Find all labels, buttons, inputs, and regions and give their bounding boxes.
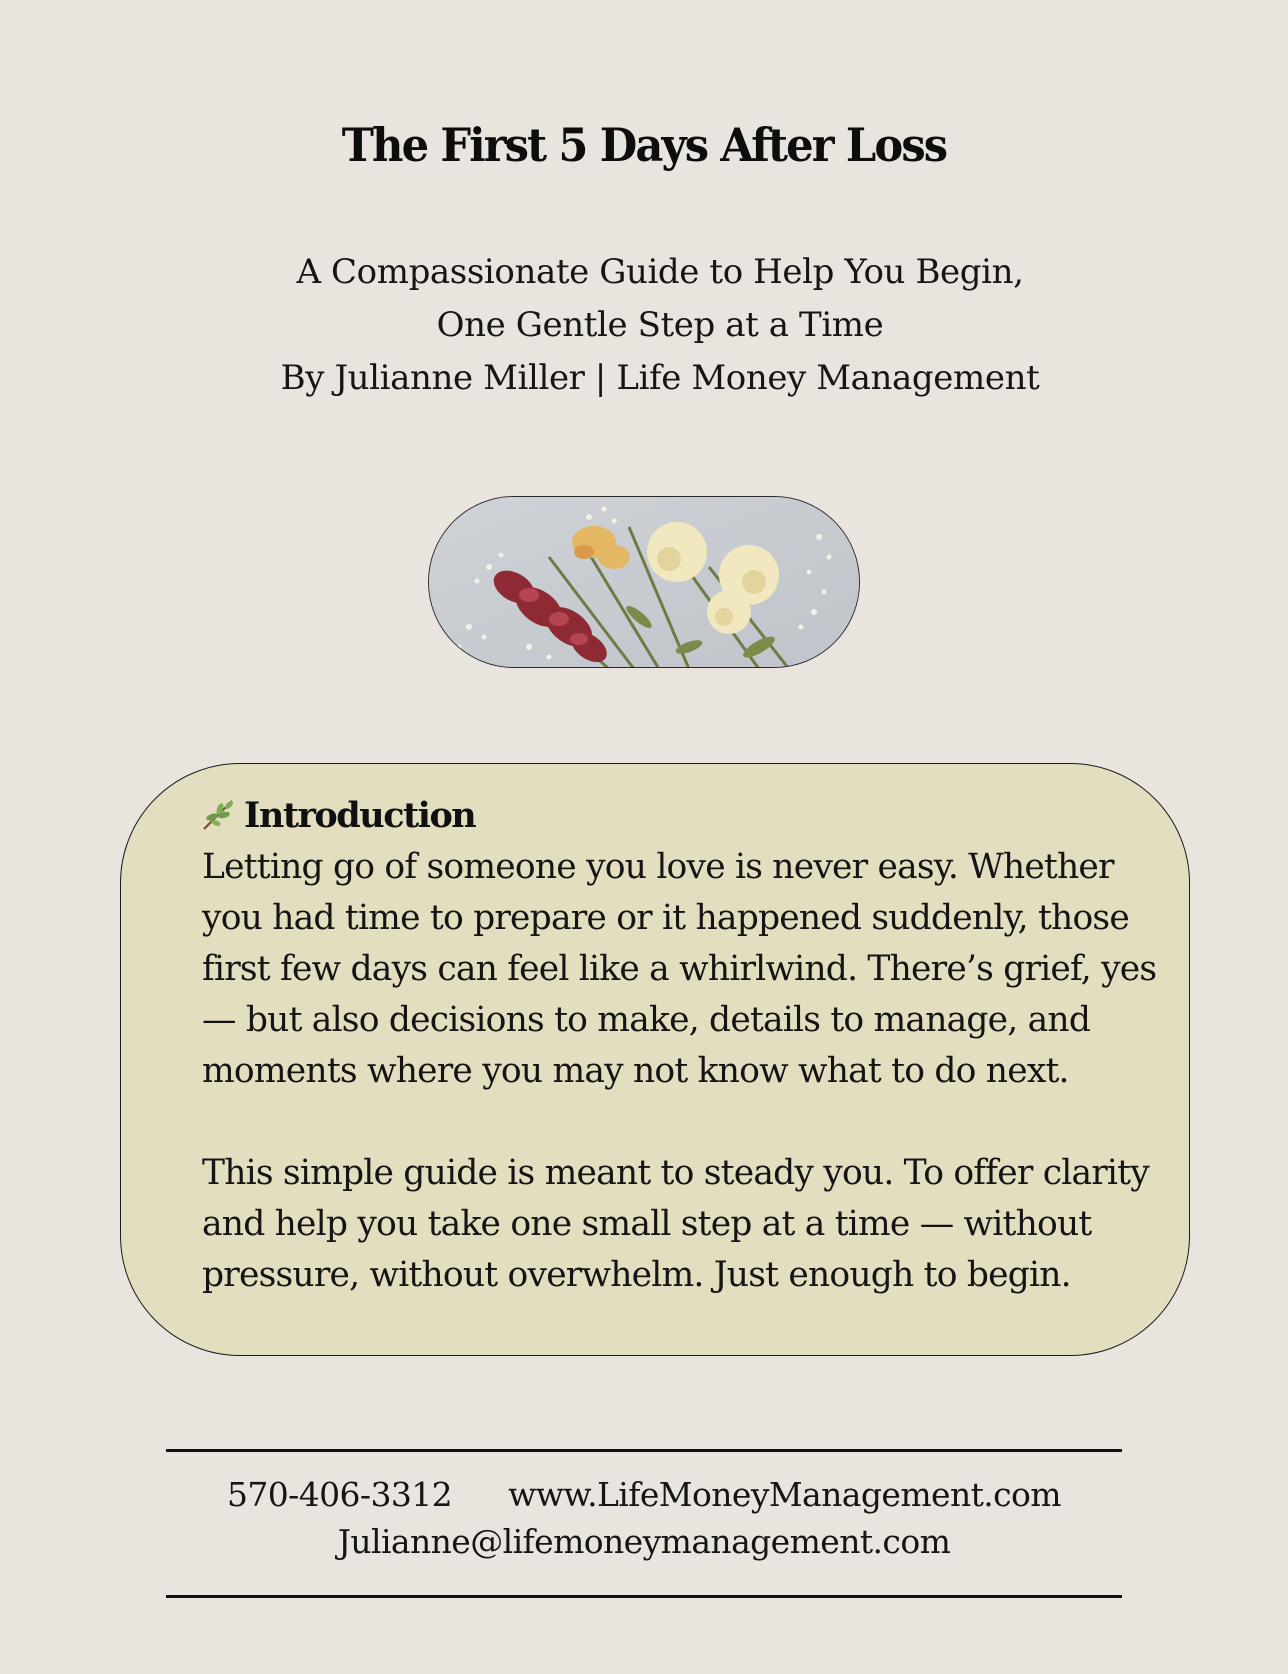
introduction-paragraph-2: This simple guide is meant to steady you. To offer clarity and help you take one small step at a time — without pressure, without overwhelm. Just enough to begin. bbox=[202, 1153, 1149, 1295]
subtitle-line-2: One Gentle Step at a Time bbox=[436, 305, 884, 345]
website-link[interactable]: www.LifeMoneyManagement.com bbox=[508, 1475, 1061, 1514]
email-link[interactable]: Julianne@lifemoneymanagement.com bbox=[337, 1522, 951, 1561]
page-title: The First 5 Days After Loss bbox=[341, 118, 947, 172]
footer-divider-bottom bbox=[166, 1595, 1122, 1598]
contact-line-2 bbox=[0, 1522, 1288, 1561]
subtitle-block bbox=[0, 246, 1288, 405]
introduction-heading bbox=[200, 795, 475, 836]
introduction-body bbox=[202, 842, 1182, 1301]
leaf-sprig-icon bbox=[200, 795, 238, 833]
phone-number[interactable]: 570-406-3312 bbox=[227, 1475, 453, 1514]
footer-divider-top bbox=[166, 1449, 1122, 1452]
introduction-paragraph-1: Letting go of someone you love is never easy. Whether you had time to prepare or it happened suddenly, those first few days can feel like a whirlwind. There’s grief, yes — but also decisions to make, details to manage, and moments where you may not know what to do next. bbox=[202, 847, 1157, 1091]
flowers-photo bbox=[428, 496, 860, 668]
contact-line-1 bbox=[0, 1475, 1288, 1514]
byline: By Julianne Miller | Life Money Management bbox=[280, 358, 1040, 398]
subtitle-line-1: A Compassionate Guide to Help You Begin, bbox=[296, 252, 1024, 292]
introduction-heading-text: Introduction bbox=[244, 795, 476, 836]
